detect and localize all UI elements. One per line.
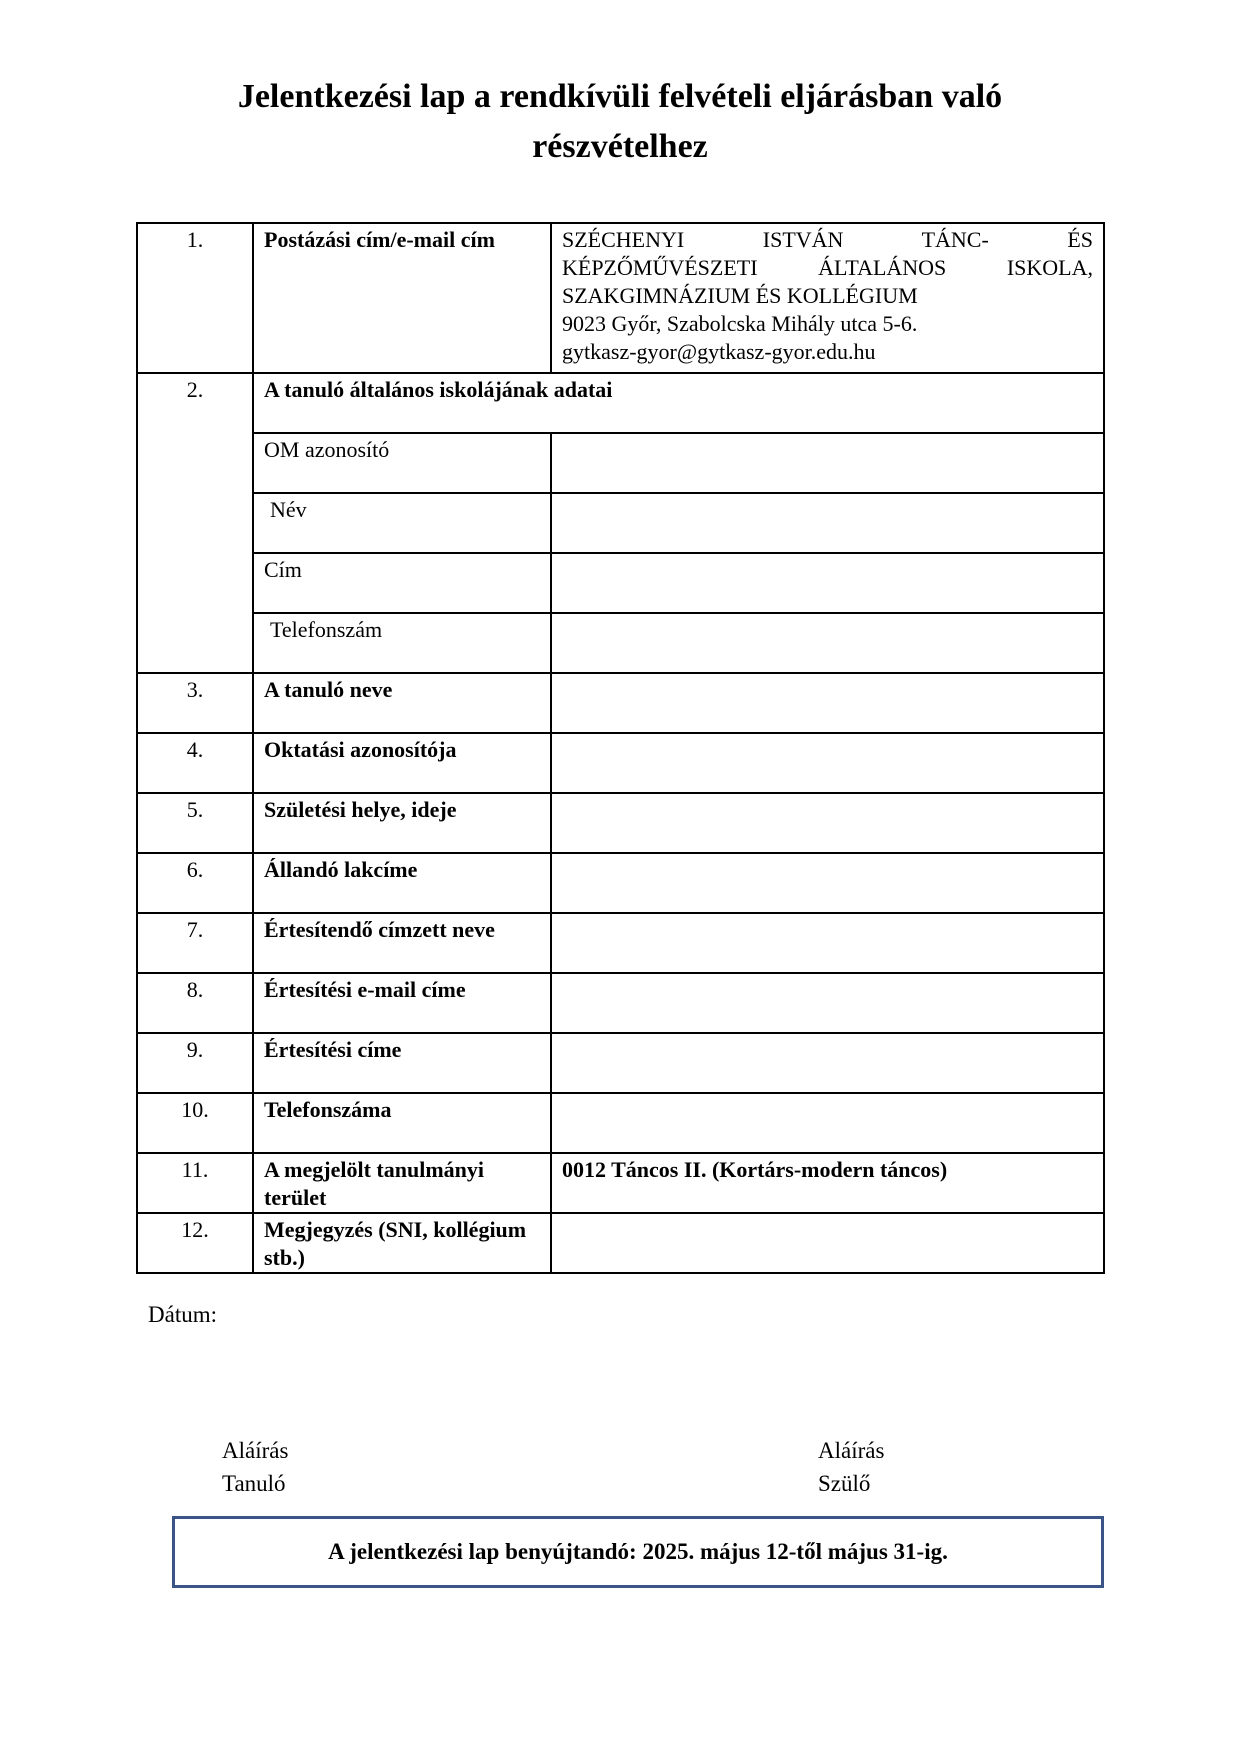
- table-row: [137, 433, 1104, 493]
- om-id-field[interactable]: [551, 433, 1104, 493]
- school-name-field[interactable]: [551, 493, 1104, 553]
- row-label: Állandó lakcíme: [253, 853, 551, 913]
- notice-text: A jelentkezési lap benyújtandó: 2025. május 12-től május 31-ig.: [328, 1539, 948, 1564]
- birth-place-date-field[interactable]: [551, 793, 1104, 853]
- row-label: A tanuló általános iskolájának adatai: [253, 373, 1104, 433]
- parent-signature-block: [818, 1434, 884, 1500]
- signature-label: Aláírás: [222, 1438, 289, 1463]
- row-number: 5.: [137, 793, 253, 853]
- sub-label: Telefonszám: [253, 613, 551, 673]
- table-row: [137, 613, 1104, 673]
- table-row: [137, 223, 1104, 373]
- student-signature-block: [222, 1434, 288, 1500]
- mailing-address-value: [551, 223, 1104, 373]
- row-number: 6.: [137, 853, 253, 913]
- permanent-address-field[interactable]: [551, 853, 1104, 913]
- row-number: 12.: [137, 1213, 253, 1273]
- table-row: [137, 853, 1104, 913]
- row-label: Értesítési e-mail címe: [253, 973, 551, 1033]
- row-label: Születési helye, ideje: [253, 793, 551, 853]
- row-label: A tanuló neve: [253, 673, 551, 733]
- table-row: [137, 673, 1104, 733]
- table-row: [137, 733, 1104, 793]
- page-title: [120, 72, 1120, 172]
- table-row: [137, 373, 1104, 433]
- notification-email-field[interactable]: [551, 973, 1104, 1033]
- sub-label: Cím: [253, 553, 551, 613]
- school-address-field[interactable]: [551, 553, 1104, 613]
- row-number: 9.: [137, 1033, 253, 1093]
- table-row: [137, 1033, 1104, 1093]
- address-line-2: KÉPZŐMŰVÉSZETI ÁLTALÁNOS ISKOLA,: [562, 255, 1093, 280]
- signer-role: Tanuló: [222, 1471, 286, 1496]
- address-line-3: SZAKGIMNÁZIUM ÉS KOLLÉGIUM: [562, 283, 918, 308]
- student-name-field[interactable]: [551, 673, 1104, 733]
- page-title-line-2: részvételhez: [532, 128, 708, 165]
- row-label: Oktatási azonosítója: [253, 733, 551, 793]
- address-line-1: SZÉCHENYI ISTVÁN TÁNC- ÉS: [562, 227, 1093, 252]
- table-row: [137, 1093, 1104, 1153]
- school-phone-field[interactable]: [551, 613, 1104, 673]
- table-row: [137, 493, 1104, 553]
- page-title-line-1: Jelentkezési lap a rendkívüli felvételi eljárásban való: [237, 78, 1003, 115]
- recipient-name-field[interactable]: [551, 913, 1104, 973]
- remarks-field[interactable]: [551, 1213, 1104, 1273]
- sub-label: OM azonosító: [253, 433, 551, 493]
- signer-role: Szülő: [818, 1471, 871, 1496]
- submission-deadline-notice: [172, 1516, 1104, 1588]
- notification-address-field[interactable]: [551, 1033, 1104, 1093]
- table-row: [137, 793, 1104, 853]
- row-number: 1.: [137, 223, 253, 373]
- row-number: 10.: [137, 1093, 253, 1153]
- row-label: Értesítendő címzett neve: [253, 913, 551, 973]
- date-label: Dátum:: [148, 1302, 217, 1327]
- education-id-field[interactable]: [551, 733, 1104, 793]
- table-row: [137, 553, 1104, 613]
- row-label: Értesítési címe: [253, 1033, 551, 1093]
- row-label: Megjegyzés (SNI, kollégium stb.): [253, 1213, 551, 1273]
- row-label: Telefonszáma: [253, 1093, 551, 1153]
- table-row: [137, 1153, 1104, 1213]
- row-number: 3.: [137, 673, 253, 733]
- study-area-value: 0012 Táncos II. (Kortárs-modern táncos): [551, 1153, 1104, 1213]
- row-number: 8.: [137, 973, 253, 1033]
- sub-label: Név: [253, 493, 551, 553]
- row-number: 11.: [137, 1153, 253, 1213]
- row-label: Postázási cím/e-mail cím: [253, 223, 551, 373]
- row-number: 2.: [137, 373, 253, 673]
- phone-field[interactable]: [551, 1093, 1104, 1153]
- table-row: [137, 1213, 1104, 1273]
- address-line-4: 9023 Győr, Szabolcska Mihály utca 5-6.: [562, 311, 918, 336]
- email-address: gytkasz-gyor@gytkasz-gyor.edu.hu: [562, 339, 876, 364]
- row-label: A megjelölt tanulmányi terület: [253, 1153, 551, 1213]
- table-row: [137, 913, 1104, 973]
- table-row: [137, 973, 1104, 1033]
- signature-label: Aláírás: [818, 1438, 885, 1463]
- application-form-table: [136, 222, 1105, 1274]
- row-number: 7.: [137, 913, 253, 973]
- row-number: 4.: [137, 733, 253, 793]
